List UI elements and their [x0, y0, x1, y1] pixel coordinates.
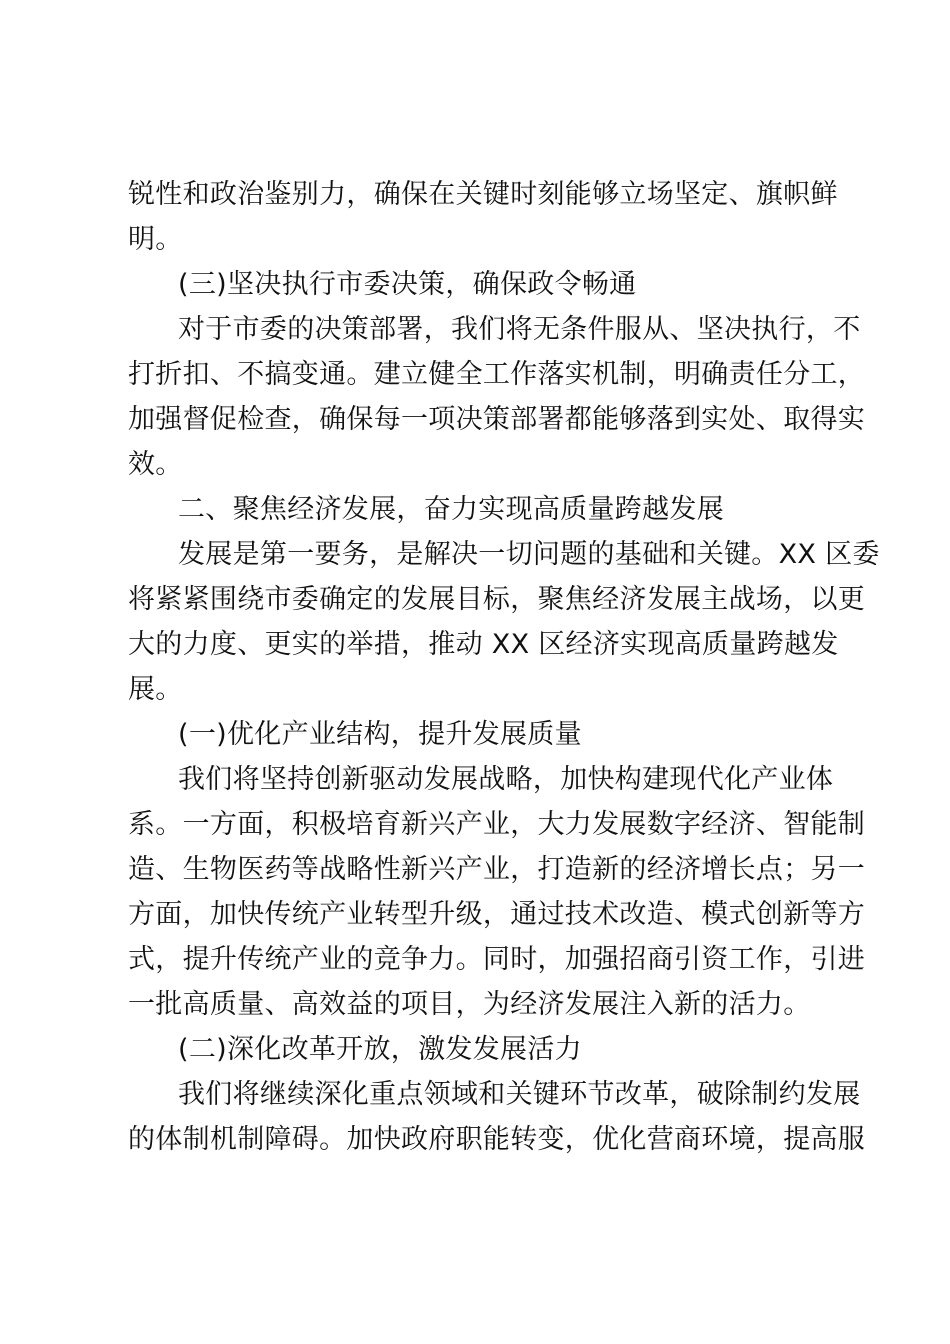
paragraph-line: 加强督促检查，确保每一项决策部署都能够落到实处、取得实 [128, 404, 866, 435]
section-heading: (二)深化改革开放，激发发展活力 [178, 1034, 582, 1065]
paragraph-line: 造、生物医药等战略性新兴产业，打造新的经济增长点；另一 [128, 854, 866, 885]
paragraph-line: 锐性和政治鉴别力，确保在关键时刻能够立场坚定、旗帜鲜 [128, 179, 838, 210]
paragraph-line: 展。 [128, 674, 183, 705]
paragraph-line: 明。 [128, 224, 183, 255]
paragraph-line: 发展是第一要务，是解决一切问题的基础和关键。XX 区委 [178, 539, 880, 570]
paragraph-line: 效。 [128, 449, 183, 480]
paragraph-line: 大的力度、更实的举措，推动 XX 区经济实现高质量跨越发 [128, 629, 839, 660]
paragraph-line: 方面，加快传统产业转型升级，通过技术改造、模式创新等方 [128, 899, 866, 930]
section-heading: (一)优化产业结构，提升发展质量 [178, 719, 582, 750]
paragraph-line: 式，提升传统产业的竞争力。同时，加强招商引资工作，引进 [128, 944, 866, 975]
paragraph-line: 的体制机制障碍。加快政府职能转变，优化营商环境，提高服 [128, 1124, 866, 1155]
paragraph-line: 将紧紧围绕市委确定的发展目标，聚焦经济发展主战场，以更 [128, 584, 866, 615]
paragraph-line: 我们将坚持创新驱动发展战略，加快构建现代化产业体 [178, 764, 834, 795]
section-heading: 二、聚焦经济发展，奋力实现高质量跨越发展 [178, 494, 724, 525]
paragraph-line: 系。一方面，积极培育新兴产业，大力发展数字经济、智能制 [128, 809, 866, 840]
paragraph-line: 打折扣、不搞变通。建立健全工作落实机制，明确责任分工， [128, 359, 866, 390]
section-heading: (三)坚决执行市委决策，确保政令畅通 [178, 269, 637, 300]
paragraph-line: 我们将继续深化重点领域和关键环节改革，破除制约发展 [178, 1079, 861, 1110]
paragraph-line: 对于市委的决策部署，我们将无条件服从、坚决执行，不 [178, 314, 861, 345]
paragraph-line: 一批高质量、高效益的项目，为经济发展注入新的活力。 [128, 989, 811, 1020]
